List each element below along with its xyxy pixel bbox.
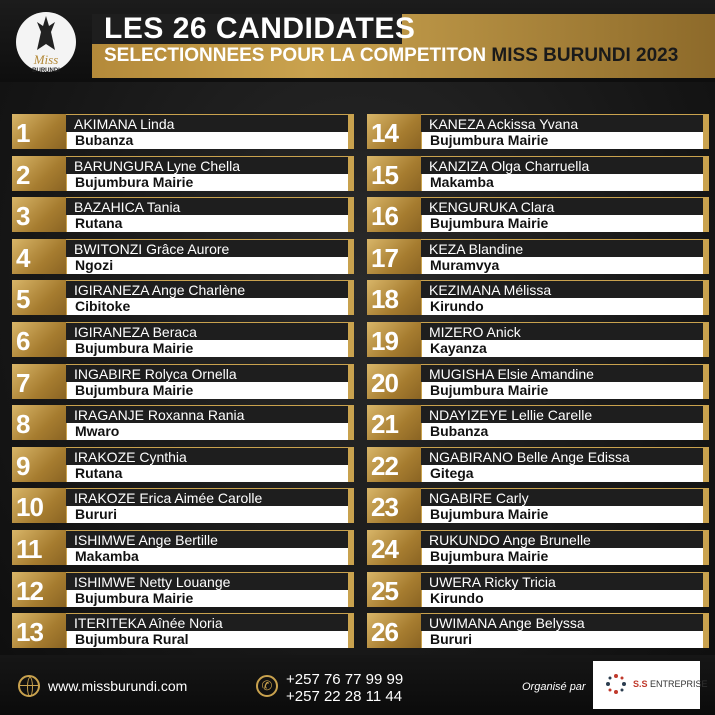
entry-gold-edge <box>703 156 709 191</box>
entry-gold-edge <box>703 488 709 523</box>
entry-gold-edge <box>703 322 709 357</box>
candidate-province: Rutana <box>75 465 123 481</box>
candidate-province: Gitega <box>430 465 474 481</box>
candidate-place-bar <box>66 465 351 482</box>
candidate-name: MUGISHA Elsie Amandine <box>429 366 594 382</box>
candidate-name: KENGURUKA Clara <box>429 199 555 215</box>
candidate-entry <box>367 239 709 274</box>
sponsor-mark-icon <box>605 673 627 695</box>
candidate-name: ISHIMWE Netty Louange <box>74 574 231 590</box>
candidate-entry <box>12 197 354 232</box>
candidate-name-bar <box>421 197 705 215</box>
candidate-number-box <box>12 530 66 565</box>
candidate-entry <box>367 488 709 523</box>
entry-gold-edge <box>703 197 709 232</box>
candidate-name-bar <box>66 447 350 465</box>
candidate-number: 21 <box>371 409 398 439</box>
candidate-name: IRAKOZE Cynthia <box>74 449 187 465</box>
candidate-number-box <box>367 572 421 607</box>
candidate-name: MIZERO Anick <box>429 324 521 340</box>
candidate-name-bar <box>66 239 350 257</box>
candidate-number-box <box>367 364 421 399</box>
page-subtitle: SELECTIONNEES POUR LA COMPETITON MISS BURUNDI 2023 <box>104 45 679 66</box>
candidate-number-box <box>367 156 421 191</box>
entry-gold-edge <box>348 197 354 232</box>
candidate-number: 17 <box>371 243 398 273</box>
candidate-province: Bujumbura Mairie <box>430 548 549 564</box>
candidate-entry <box>367 530 709 565</box>
candidate-entry <box>367 364 709 399</box>
candidate-number-box <box>367 197 421 232</box>
svg-text:BURUNDI: BURUNDI <box>32 68 60 74</box>
candidate-place-bar <box>421 631 706 648</box>
candidate-number: 18 <box>371 284 398 314</box>
entry-gold-edge <box>703 572 709 607</box>
candidate-place-bar <box>421 298 706 315</box>
candidate-name: RUKUNDO Ange Brunelle <box>429 532 591 548</box>
candidate-place-bar <box>421 340 706 357</box>
phone-number-2[interactable]: +257 22 28 11 44 <box>286 688 403 705</box>
candidate-number: 26 <box>371 617 398 647</box>
candidate-number-box <box>12 405 66 440</box>
candidate-place-bar <box>421 215 706 232</box>
candidate-province: Cibitoke <box>75 298 131 314</box>
candidate-province: Bujumbura Mairie <box>75 382 194 398</box>
candidate-place-bar <box>66 132 351 149</box>
entry-gold-edge <box>348 488 354 523</box>
candidate-number-box <box>12 572 66 607</box>
candidate-province: Bubanza <box>430 423 489 439</box>
entry-gold-edge <box>348 364 354 399</box>
candidate-number-box <box>12 488 66 523</box>
candidate-number: 6 <box>16 326 30 356</box>
candidate-name-bar <box>421 280 705 298</box>
candidate-entry <box>367 405 709 440</box>
candidate-place-bar <box>421 465 706 482</box>
entry-gold-edge <box>348 405 354 440</box>
candidate-number-box <box>12 364 66 399</box>
candidate-place-bar <box>421 590 706 607</box>
candidate-number: 11 <box>16 534 42 564</box>
candidate-number-box <box>12 114 66 149</box>
candidate-number-box <box>367 447 421 482</box>
candidate-entry <box>367 572 709 607</box>
candidate-province: Rutana <box>75 215 123 231</box>
candidate-entry <box>12 280 354 315</box>
candidate-name-bar <box>421 364 705 382</box>
candidate-name: ITERITEKA Aînée Noria <box>74 615 223 631</box>
candidate-place-bar <box>66 298 351 315</box>
candidate-number-box <box>367 280 421 315</box>
candidate-entry <box>12 239 354 274</box>
candidate-number: 9 <box>16 451 30 481</box>
candidate-province: Bujumbura Mairie <box>75 174 194 190</box>
candidate-name: NGABIRANO Belle Ange Edissa <box>429 449 630 465</box>
entry-gold-edge <box>703 530 709 565</box>
candidate-number-box <box>367 239 421 274</box>
entry-gold-edge <box>348 239 354 274</box>
candidate-name-bar <box>66 280 350 298</box>
candidate-entry <box>367 197 709 232</box>
candidate-province: Kirundo <box>430 590 484 606</box>
candidate-place-bar <box>421 257 706 274</box>
header <box>0 0 715 82</box>
candidate-number-box <box>367 405 421 440</box>
candidate-number: 13 <box>16 617 43 647</box>
candidate-name-bar <box>66 114 350 132</box>
entry-gold-edge <box>348 156 354 191</box>
candidate-number: 4 <box>16 243 30 273</box>
candidate-number: 24 <box>371 534 398 564</box>
candidate-entry <box>12 530 354 565</box>
entry-gold-edge <box>703 364 709 399</box>
entry-gold-edge <box>348 114 354 149</box>
svg-text:Miss: Miss <box>33 52 59 67</box>
candidate-place-bar <box>421 382 706 399</box>
candidate-entry <box>12 405 354 440</box>
candidate-number: 25 <box>371 576 398 606</box>
entry-gold-edge <box>703 447 709 482</box>
candidate-place-bar <box>66 548 351 565</box>
candidate-entry <box>367 322 709 357</box>
candidate-entry <box>367 114 709 149</box>
entry-gold-edge <box>348 572 354 607</box>
candidate-number: 2 <box>16 160 30 190</box>
candidate-number-box <box>367 530 421 565</box>
candidate-entry <box>367 280 709 315</box>
candidate-name: UWIMANA Ange Belyssa <box>429 615 585 631</box>
candidate-place-bar <box>421 506 706 523</box>
candidate-number-box <box>12 280 66 315</box>
candidate-name-bar <box>421 239 705 257</box>
entry-gold-edge <box>703 280 709 315</box>
candidate-province: Makamba <box>430 174 494 190</box>
candidate-province: Bubanza <box>75 132 134 148</box>
page-title: LES 26 CANDIDATES <box>104 12 416 45</box>
candidate-name: IRAKOZE Erica Aimée Carolle <box>74 490 263 506</box>
candidate-number: 16 <box>371 201 398 231</box>
candidate-province: Ngozi <box>75 257 114 273</box>
candidate-name-bar <box>421 613 705 631</box>
candidate-province: Makamba <box>75 548 139 564</box>
entry-gold-edge <box>703 613 709 648</box>
candidate-entry <box>367 447 709 482</box>
phone-number-1[interactable]: +257 76 77 99 99 <box>286 671 404 688</box>
candidate-name: INGABIRE Rolyca Ornella <box>74 366 237 382</box>
candidate-province: Bururi <box>75 506 117 522</box>
candidate-province: Bujumbura Mairie <box>430 506 549 522</box>
candidate-entry <box>12 572 354 607</box>
candidate-entry <box>12 447 354 482</box>
sponsor-logo <box>593 661 708 709</box>
candidate-province: Kayanza <box>430 340 487 356</box>
entry-gold-edge <box>703 239 709 274</box>
candidate-name: IGIRANEZA Ange Charlène <box>74 282 246 298</box>
candidate-number-box <box>12 613 66 648</box>
entry-gold-edge <box>348 280 354 315</box>
candidate-number: 15 <box>371 160 398 190</box>
candidate-entry <box>367 156 709 191</box>
candidate-province: Bujumbura Mairie <box>430 132 549 148</box>
candidate-number: 10 <box>16 492 43 522</box>
phone-icon: ✆ <box>256 675 278 697</box>
candidate-number-box <box>367 488 421 523</box>
candidate-place-bar <box>66 631 351 648</box>
candidate-place-bar <box>66 340 351 357</box>
organised-by-label: Organisé par <box>522 681 586 693</box>
candidate-name-bar <box>66 156 350 174</box>
candidate-name-bar <box>66 572 350 590</box>
candidate-name-bar <box>421 447 705 465</box>
candidate-name: BARUNGURA Lyne Chella <box>74 158 240 174</box>
candidate-place-bar <box>421 423 706 440</box>
candidate-number: 14 <box>371 118 398 148</box>
candidate-number: 12 <box>16 576 43 606</box>
candidate-province: Muramvya <box>430 257 500 273</box>
entry-gold-edge <box>703 405 709 440</box>
candidate-name: KEZA Blandine <box>429 241 524 257</box>
candidate-entry <box>367 613 709 648</box>
candidate-place-bar <box>66 423 351 440</box>
entry-gold-edge <box>348 447 354 482</box>
candidate-entry <box>12 613 354 648</box>
candidate-number: 8 <box>16 409 30 439</box>
candidate-entry <box>12 364 354 399</box>
candidate-name: NGABIRE Carly <box>429 490 529 506</box>
candidate-name-bar <box>421 530 705 548</box>
candidate-number: 22 <box>371 451 398 481</box>
candidate-place-bar <box>66 257 351 274</box>
candidate-place-bar <box>66 215 351 232</box>
candidate-name-bar <box>66 364 350 382</box>
candidate-number-box <box>12 156 66 191</box>
candidate-name-bar <box>66 197 350 215</box>
candidate-place-bar <box>66 590 351 607</box>
candidate-number: 19 <box>371 326 398 356</box>
candidate-province: Bujumbura Mairie <box>75 590 194 606</box>
candidate-province: Mwaro <box>75 423 120 439</box>
candidate-name-bar <box>66 322 350 340</box>
candidate-province: Bujumbura Mairie <box>430 215 549 231</box>
candidate-place-bar <box>66 506 351 523</box>
candidate-name-bar <box>421 405 705 423</box>
candidate-number-box <box>12 322 66 357</box>
website-link[interactable]: www.missburundi.com <box>48 678 188 694</box>
candidate-number: 5 <box>16 284 30 314</box>
candidate-number: 7 <box>16 368 30 398</box>
candidate-number-box <box>367 322 421 357</box>
candidate-number-box <box>12 239 66 274</box>
candidate-name: IRAGANJE Roxanna Rania <box>74 407 245 423</box>
candidate-name: KANZIZA Olga Charruella <box>429 158 590 174</box>
candidate-number-box <box>367 114 421 149</box>
candidate-number: 23 <box>371 492 398 522</box>
candidate-name-bar <box>421 114 705 132</box>
candidate-number: 20 <box>371 368 398 398</box>
candidate-name: BAZAHICA Tania <box>74 199 181 215</box>
candidate-name-bar <box>66 613 350 631</box>
candidate-province: Bujumbura Rural <box>75 631 189 647</box>
candidate-entry <box>12 156 354 191</box>
candidate-name-bar <box>66 530 350 548</box>
candidate-name: IGIRANEZA Beraca <box>74 324 197 340</box>
candidate-name: KEZIMANA Mélissa <box>429 282 552 298</box>
candidate-province: Kirundo <box>430 298 484 314</box>
candidate-number: 1 <box>16 118 30 148</box>
candidate-place-bar <box>66 382 351 399</box>
candidate-number-box <box>367 613 421 648</box>
candidate-number-box <box>12 447 66 482</box>
candidate-entry <box>12 488 354 523</box>
candidate-name-bar <box>421 322 705 340</box>
entry-gold-edge <box>348 530 354 565</box>
candidate-name: ISHIMWE Ange Bertille <box>74 532 218 548</box>
sponsor-name: S.S ENTREPRISE <box>633 679 708 689</box>
candidate-place-bar <box>66 174 351 191</box>
globe-icon <box>18 675 40 697</box>
candidate-name-bar <box>66 488 350 506</box>
candidate-province: Bururi <box>430 631 472 647</box>
candidate-province: Bujumbura Mairie <box>75 340 194 356</box>
candidate-name: KANEZA Ackissa Yvana <box>429 116 579 132</box>
candidate-number-box <box>12 197 66 232</box>
candidate-place-bar <box>421 132 706 149</box>
candidate-entry <box>12 322 354 357</box>
candidate-entry <box>12 114 354 149</box>
candidate-name-bar <box>421 488 705 506</box>
candidate-number: 3 <box>16 201 30 231</box>
candidate-name: BWITONZI Grâce Aurore <box>74 241 230 257</box>
candidate-name-bar <box>421 572 705 590</box>
miss-burundi-logo <box>14 6 78 78</box>
candidate-name: UWERA Ricky Tricia <box>429 574 556 590</box>
candidate-name-bar <box>66 405 350 423</box>
entry-gold-edge <box>703 114 709 149</box>
entry-gold-edge <box>348 613 354 648</box>
entry-gold-edge <box>348 322 354 357</box>
candidate-name-bar <box>421 156 705 174</box>
candidate-place-bar <box>421 174 706 191</box>
candidate-name: NDAYIZEYE Lellie Carelle <box>429 407 593 423</box>
candidate-name: AKIMANA Linda <box>74 116 175 132</box>
candidate-place-bar <box>421 548 706 565</box>
candidate-province: Bujumbura Mairie <box>430 382 549 398</box>
